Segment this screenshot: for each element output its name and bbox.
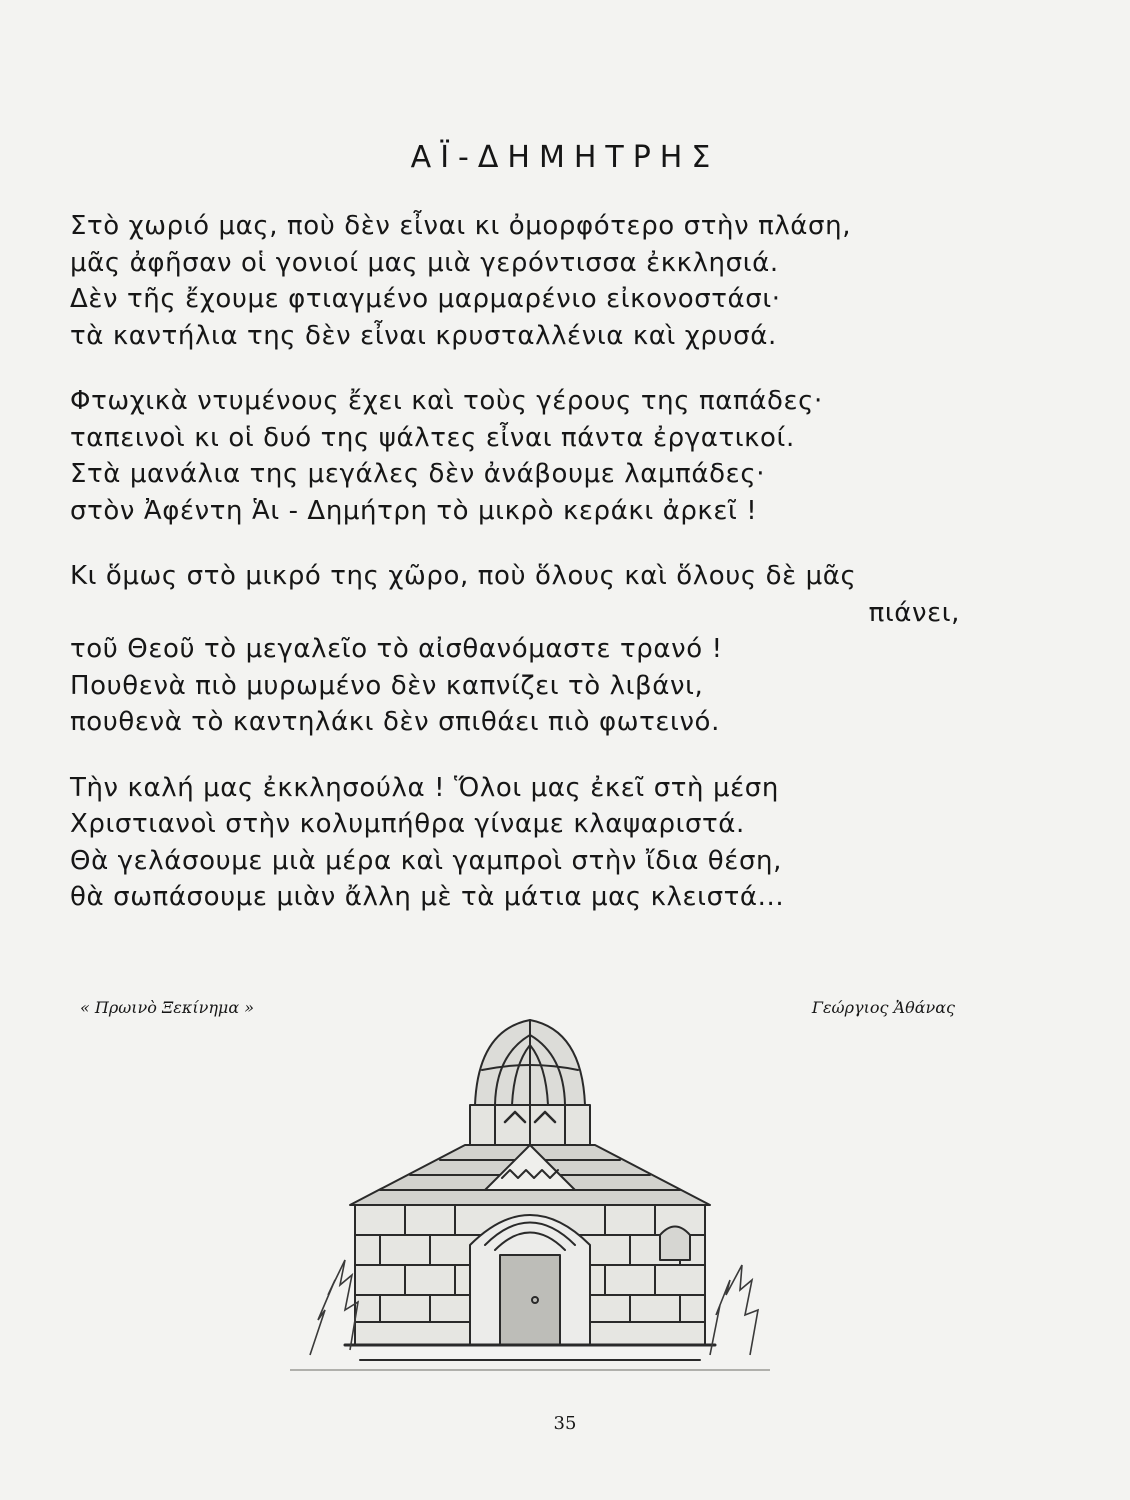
church-illustration [290,1010,770,1390]
poem-line-continuation: πιάνει, [868,597,960,628]
poem-line: τὰ καντήλια της δὲν εἶναι κρυσταλλένια καὶ χρυσά. [70,320,777,351]
stanza-4 [70,770,970,916]
poem-author: Γεώργιος Ἀθάνας [811,998,955,1017]
poem-line: θὰ σωπάσουμε μιὰν ἄλλη μὲ τὰ μάτια μας κλειστά... [70,882,785,912]
poem-line: στὸν Ἀφέντη Ἁι - Δημήτρη τὸ μικρὸ κεράκι ἀρκεῖ ! [70,495,758,526]
stanza-1 [70,208,970,354]
poem-line: τοῦ Θεοῦ τὸ μεγαλεῖο τὸ αἰσθανόμαστε τρανό ! [70,634,723,664]
poem-line: Τὴν καλή μας ἐκκλησούλα ! Ὅλοι μας ἐκεῖ στὴ μέση [70,772,779,803]
poem-line: Χριστιανοὶ στὴν κολυμπήθρα γίναμε κλαψαριστά. [70,809,745,839]
poem-line: Θὰ γελάσουμε μιὰ μέρα καὶ γαμπροὶ στὴν ἴδια θέση, [70,845,782,876]
poem-line: ταπεινοὶ κι οἱ δυό της ψάλτες εἶναι πάντα ἐργατικοί. [70,422,795,453]
stanza-2 [70,383,970,529]
poem-line: πουθενὰ τὸ καντηλάκι δὲν σπιθάει πιὸ φωτεινό. [70,707,720,737]
poem-body [70,208,970,945]
stanza-3 [70,558,970,741]
poem-line: Πουθενὰ πιὸ μυρωμένο δὲν καπνίζει τὸ λιβάνι, [70,670,704,701]
poem-source: « Πρωινὸ Ξεκίνημα » [80,998,254,1017]
poem-line: μᾶς ἀφῆσαν οἱ γονιοί μας μιὰ γερόντισσα ἐκκλησιά. [70,247,779,278]
poem-line: Δὲν τῆς ἔχουμε φτιαγμένο μαρμαρένιο εἰκονοστάσι· [70,284,781,314]
poem-line: Στὰ μανάλια της μεγάλες δὲν ἀνάβουμε λαμπάδες· [70,459,766,489]
page-number: 35 [553,1413,577,1434]
poem-title: ΑΪ-ΔΗΜΗΤΡΗΣ [410,140,720,175]
poem-line: Στὸ χωριό μας, ποὺ δὲν εἶναι κι ὀμορφότερο στὴν πλάση, [70,211,852,241]
poem-line: Κι ὅμως στὸ μικρό της χῶρο, ποὺ ὅλους καὶ ὅλους δὲ μᾶς [70,561,857,591]
poem-line: Φτωχικὰ ντυμένους ἔχει καὶ τοὺς γέρους της παπάδες· [70,386,823,416]
